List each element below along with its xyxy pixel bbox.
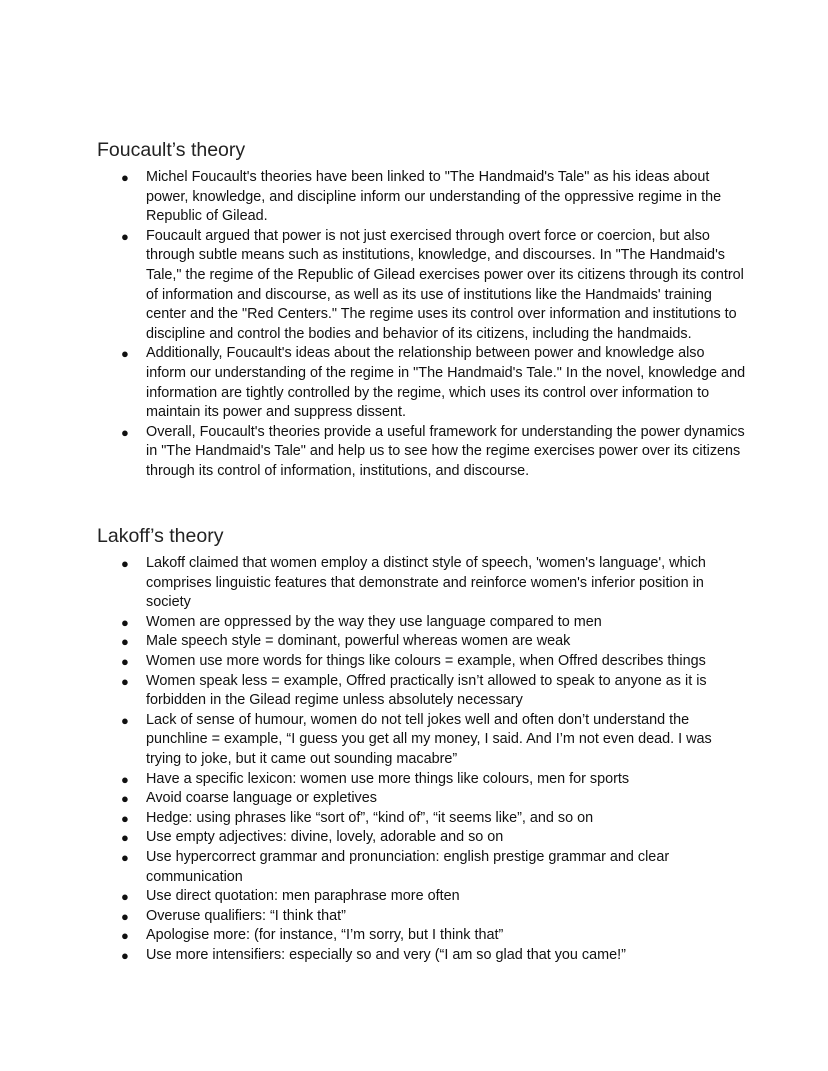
list-item-text: Avoid coarse language or expletives <box>146 790 377 807</box>
list-item <box>97 907 747 927</box>
list-item <box>97 887 747 907</box>
list-item-text: Women are oppressed by the way they use language compared to men <box>146 613 602 630</box>
list-item-text: Hedge: using phrases like “sort of”, “kind of”, “it seems like”, and so on <box>146 809 594 826</box>
list-item <box>97 926 747 946</box>
list-item <box>97 672 747 711</box>
list-item-text: Foucault argued that power is not just exercised through overt force or coercion, but also through subtle means such as institutions, knowledge, and discourses. In "The Handmaid's Tale," the regime of the Republic of Gilead exercises power over its citizens through its control of information and discourse, as well as its use of institutions like the Handmaids' training center and the "Red Centers." The regime uses its control over information and institutions to discipline and control the bodies and behavior of its citizens, including the handmaids. <box>146 227 744 342</box>
list-item-text: Use empty adjectives: divine, lovely, adorable and so on <box>146 829 504 846</box>
bullet-icon: ● <box>121 771 129 787</box>
list-item <box>97 770 747 790</box>
list-item-text: Apologise more: (for instance, “I’m sorry, but I think that” <box>146 927 504 944</box>
bullet-icon: ● <box>121 810 129 826</box>
list-item <box>97 423 747 482</box>
list-item-text: Overuse qualifiers: “I think that” <box>146 907 346 924</box>
bullet-icon: ● <box>121 928 129 944</box>
bullet-icon: ● <box>121 424 129 440</box>
list-item <box>97 554 747 613</box>
list-item <box>97 168 747 227</box>
bullet-icon: ● <box>121 791 129 807</box>
list-item-text: Have a specific lexicon: women use more things like colours, men for sports <box>146 770 630 787</box>
bullet-icon: ● <box>121 556 129 571</box>
list-item-text: Women speak less = example, Offred practically isn’t allowed to speak to anyone as it is forbidden in the Gilead regime unless absolutely necessary <box>146 672 707 709</box>
list-item-text: Use direct quotation: men paraphrase more often <box>146 888 460 905</box>
section-lakoff <box>97 524 747 965</box>
bullet-icon: ● <box>121 614 129 630</box>
bullet-icon: ● <box>121 830 129 846</box>
bullet-icon: ● <box>121 889 129 905</box>
list-item <box>97 632 747 652</box>
bullet-icon: ● <box>121 908 129 924</box>
section-heading: Lakoff’s theory <box>97 525 224 547</box>
list-item-text: Women use more words for things like colours = example, when Offred describes things <box>146 652 706 669</box>
bullet-icon: ● <box>121 712 129 728</box>
bullet-icon: ● <box>121 947 129 963</box>
bullet-icon: ● <box>121 170 129 185</box>
list-item-text: Michel Foucault's theories have been linked to "The Handmaid's Tale" as his ideas about power, knowledge, and discipline inform our understanding of the oppressive regime in the Republic of Gilead. <box>146 169 722 225</box>
bullet-icon: ● <box>121 346 129 362</box>
bullet-list <box>97 554 747 965</box>
bullet-icon: ● <box>121 228 129 244</box>
list-item-text: Overall, Foucault's theories provide a useful framework for understanding the power dynamics in "The Handmaid's Tale" and help us to see how the regime exercises power over its citizens through its control of information, institutions, and discourse. <box>146 423 745 479</box>
list-item-text: Use more intensifiers: especially so and very (“I am so glad that you came!” <box>146 946 626 963</box>
list-item-text: Lakoff claimed that women employ a distinct style of speech, 'women's language', which comprises linguistic features that demonstrate and reinforce women's inferior position in society <box>146 555 706 611</box>
list-item <box>97 789 747 809</box>
section-foucault <box>97 138 747 482</box>
list-item <box>97 809 747 829</box>
list-item <box>97 828 747 848</box>
list-item <box>97 344 747 422</box>
list-item <box>97 848 747 887</box>
bullet-icon: ● <box>121 673 129 689</box>
section-heading: Foucault’s theory <box>97 139 246 161</box>
list-item-text: Lack of sense of humour, women do not tell jokes well and often don’t understand the punchline = example, “I guess you get all my money, I said. And I’m not even dead. I was trying to joke, but it came out sounding macabre” <box>146 711 712 767</box>
list-item <box>97 613 747 633</box>
list-item <box>97 711 747 770</box>
bullet-list <box>97 168 747 482</box>
list-item-text: Use hypercorrect grammar and pronunciation: english prestige grammar and clear communication <box>146 848 670 885</box>
list-item-text: Male speech style = dominant, powerful whereas women are weak <box>146 633 571 650</box>
bullet-icon: ● <box>121 849 129 865</box>
bullet-icon: ● <box>121 634 129 650</box>
list-item <box>97 652 747 672</box>
list-item <box>97 946 747 966</box>
list-item <box>97 227 747 345</box>
bullet-icon: ● <box>121 653 129 669</box>
list-item-text: Additionally, Foucault's ideas about the relationship between power and knowledge also inform our understanding of the regime in "The Handmaid's Tale." In the novel, knowledge and information are tightly controlled by the regime, which uses its control over information to maintain its power and suppress dissent. <box>146 345 746 421</box>
